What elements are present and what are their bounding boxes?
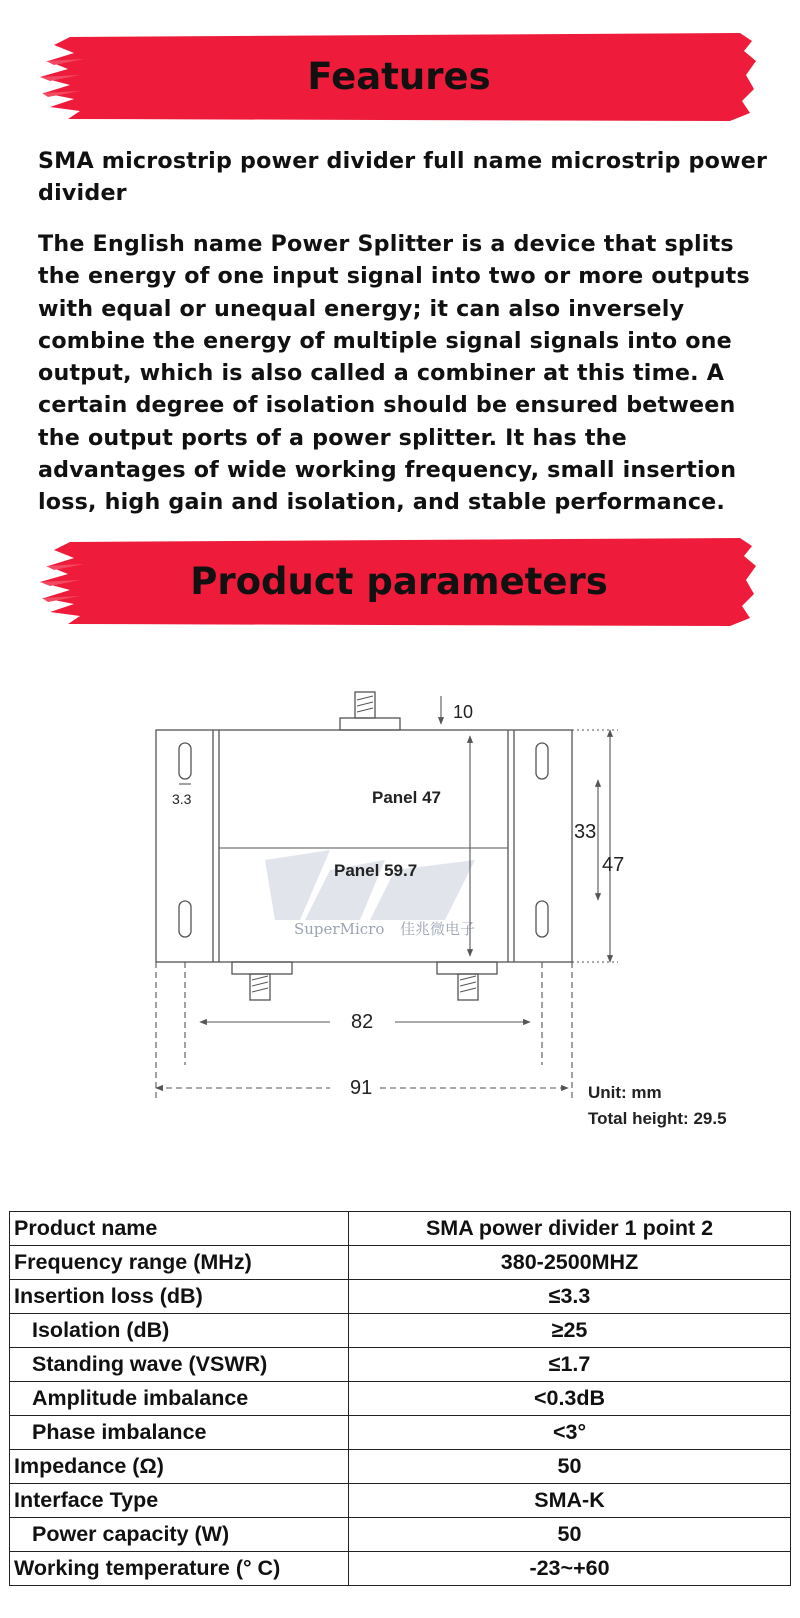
unit-label: Unit: mm xyxy=(588,1083,662,1102)
spec-value: <3° xyxy=(349,1416,791,1450)
spec-value: <0.3dB xyxy=(349,1382,791,1416)
spec-name: Interface Type xyxy=(10,1484,349,1518)
parameters-banner xyxy=(40,536,758,628)
spec-name: Impedance (Ω) xyxy=(10,1450,349,1484)
features-banner xyxy=(40,31,758,123)
spec-name: Power capacity (W) xyxy=(10,1518,349,1552)
panel-width-label: Panel 59.7 xyxy=(334,861,418,880)
table-row xyxy=(10,1314,791,1348)
spec-value: 50 xyxy=(349,1450,791,1484)
table-row xyxy=(10,1246,791,1280)
table-row xyxy=(10,1348,791,1382)
spec-table xyxy=(9,1211,791,1586)
spec-name: Phase imbalance xyxy=(10,1416,349,1450)
mounting-slot xyxy=(179,743,191,779)
spec-name: Working temperature (° C) xyxy=(10,1552,349,1586)
spec-name: Frequency range (MHz) xyxy=(10,1246,349,1280)
features-heading: Features xyxy=(307,55,491,98)
total-height-label: Total height: 29.5 xyxy=(588,1109,727,1128)
total-width-label: 91 xyxy=(350,1077,373,1099)
hole-width-label: 3.3 xyxy=(172,791,192,807)
mounting-slot xyxy=(179,901,191,937)
table-row xyxy=(10,1518,791,1552)
table-row xyxy=(10,1280,791,1314)
panel-height-label: Panel 47 xyxy=(372,788,441,807)
spec-name: Insertion loss (dB) xyxy=(10,1280,349,1314)
spec-name: Standing wave (VSWR) xyxy=(10,1348,349,1382)
spec-value: ≤1.7 xyxy=(349,1348,791,1382)
table-row xyxy=(10,1552,791,1586)
dimension-drawing xyxy=(0,680,800,1170)
spec-name: Amplitude imbalance xyxy=(10,1382,349,1416)
spec-value: SMA power divider 1 point 2 xyxy=(349,1212,791,1246)
spec-value: ≤3.3 xyxy=(349,1280,791,1314)
spec-value: ≥25 xyxy=(349,1314,791,1348)
connector-height-label: 10 xyxy=(453,702,474,722)
spec-name: Product name xyxy=(10,1212,349,1246)
inner-height-label: 33 xyxy=(574,821,597,843)
top-connector xyxy=(340,718,400,730)
parameters-heading: Product parameters xyxy=(190,560,608,603)
bottom-connector-left xyxy=(232,962,292,974)
bottom-connector-right xyxy=(437,962,497,974)
outer-height-label: 47 xyxy=(602,854,625,876)
spec-value: 50 xyxy=(349,1518,791,1552)
table-row xyxy=(10,1382,791,1416)
table-row xyxy=(10,1416,791,1450)
spec-name: Isolation (dB) xyxy=(10,1314,349,1348)
features-paragraph-1: SMA microstrip power divider full name microstrip power divider xyxy=(38,148,768,207)
table-row xyxy=(10,1450,791,1484)
spec-value: SMA-K xyxy=(349,1484,791,1518)
table-row xyxy=(10,1212,791,1246)
table-row xyxy=(10,1484,791,1518)
features-paragraph-2: The English name Power Splitter is a device that splits the energy of one input signal into two or more outputs with equal or unequal energy; it can also inversely combine the energy of multiple signal signals into one output, which is also called a combiner at this time. A certain degree of isolation should be ensured between the output ports of a power splitter. It has the advantages of wide working frequency, small insertion loss, high gain and isolation, and stable performance. xyxy=(38,231,750,516)
spec-value: 380-2500MHZ xyxy=(349,1246,791,1280)
mounting-width-label: 82 xyxy=(351,1011,374,1033)
spec-value: -23~+60 xyxy=(349,1552,791,1586)
mounting-slot xyxy=(536,743,548,779)
mounting-slot xyxy=(536,901,548,937)
watermark-brand-cn: 佳兆微电子 xyxy=(400,920,476,938)
watermark-brand: SuperMicro xyxy=(294,920,385,938)
